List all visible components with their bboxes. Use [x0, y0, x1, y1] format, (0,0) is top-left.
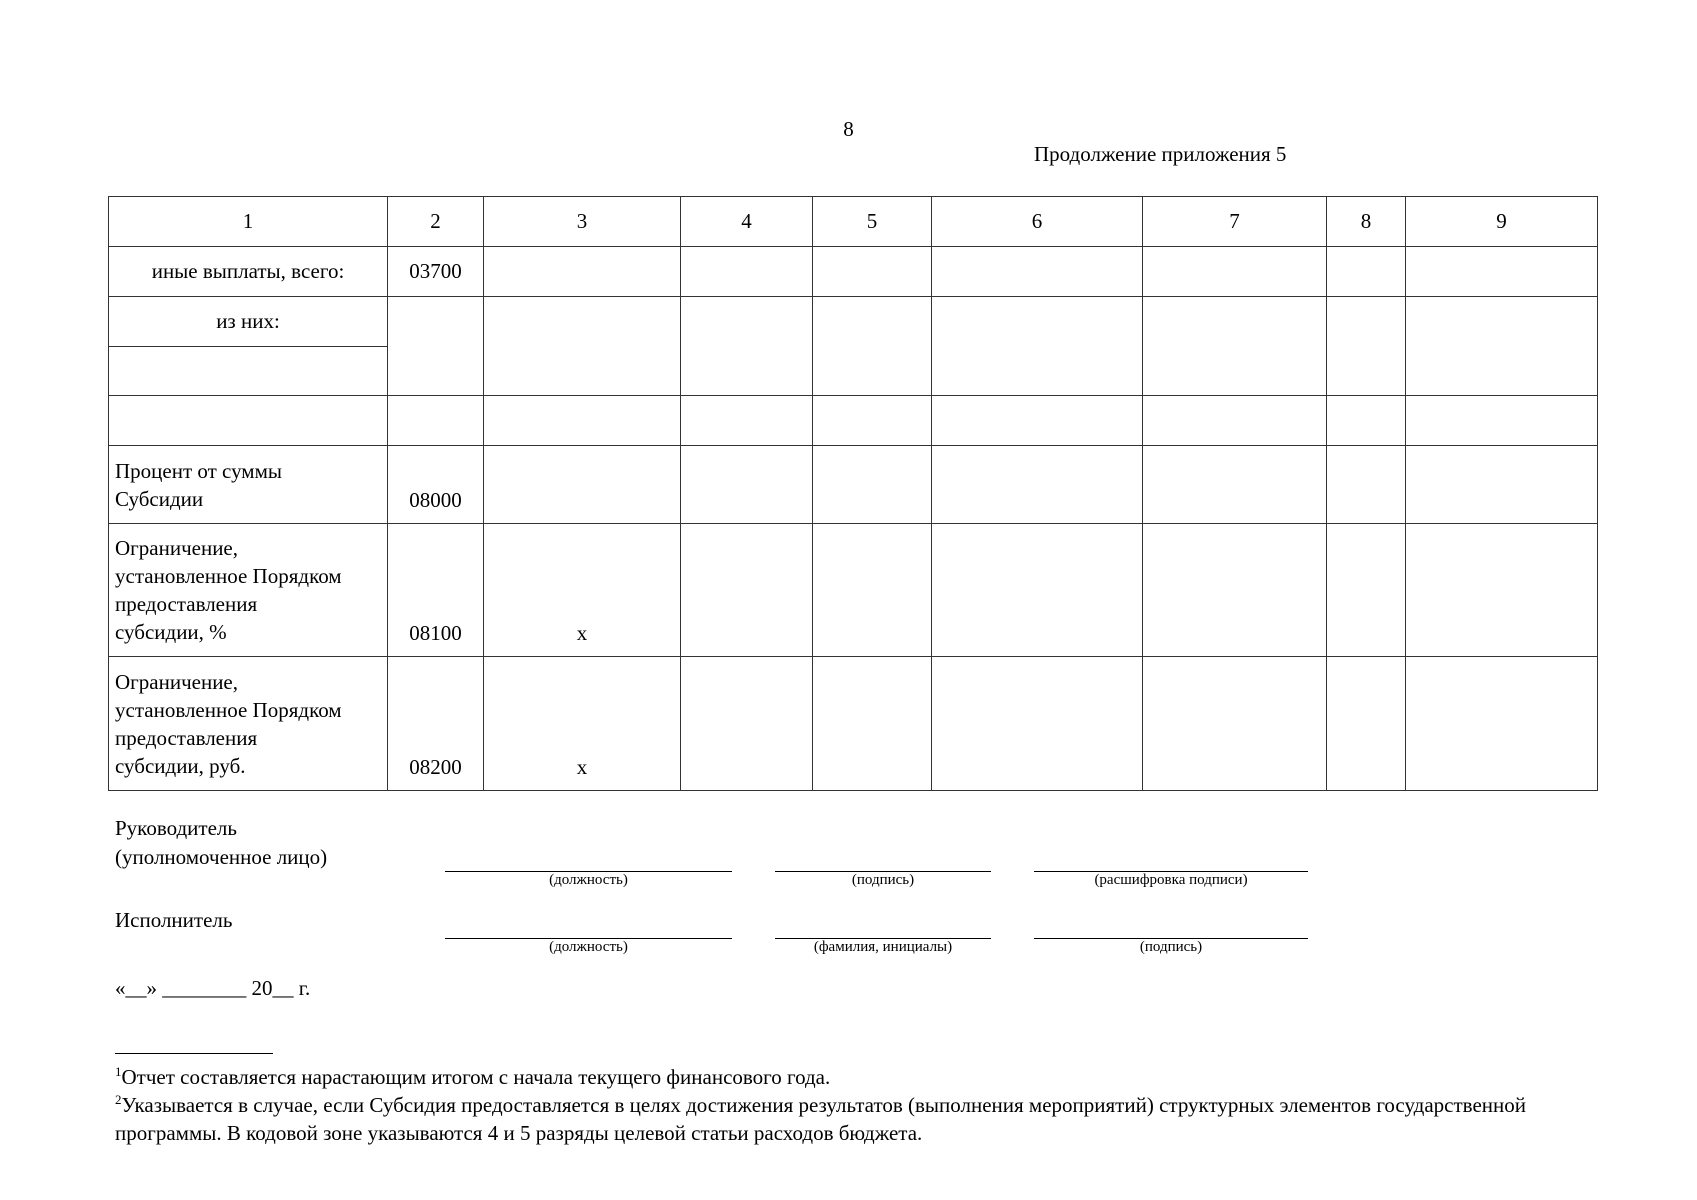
table-cell	[813, 297, 932, 396]
header-cell: 7	[1143, 197, 1327, 247]
row-label-line: Процент от суммы	[115, 458, 282, 483]
row-label-line: субсидии, %	[115, 620, 227, 644]
table-cell	[1143, 247, 1327, 297]
table-cell	[932, 297, 1143, 396]
table-cell	[484, 396, 681, 446]
table-cell	[484, 297, 681, 396]
header-cell: 3	[484, 197, 681, 247]
footnote-mark: 2	[115, 1092, 122, 1107]
table-cell	[813, 657, 932, 791]
header-cell: 4	[681, 197, 813, 247]
table-cell	[484, 446, 681, 524]
table-cell	[932, 657, 1143, 791]
table-header-row	[109, 197, 1598, 247]
row-label-line: предоставления	[115, 725, 258, 750]
na-mark: x	[484, 524, 681, 657]
caption: (подпись)	[1139, 939, 1203, 955]
date-line: «__» ________ 20__ г.	[115, 976, 311, 1000]
table-cell	[1406, 446, 1598, 524]
caption: (должность)	[549, 939, 628, 955]
table-cell	[681, 396, 813, 446]
executor-label: Исполнитель	[115, 908, 233, 932]
header-cell: 5	[813, 197, 932, 247]
caption: (фамилия, инициалы)	[813, 939, 953, 955]
table-cell	[681, 446, 813, 524]
table-cell	[813, 446, 932, 524]
table-cell	[388, 396, 484, 446]
table-cell	[1327, 396, 1406, 446]
row-label-line: установленное Порядком	[115, 697, 342, 722]
header-cell: 2	[388, 197, 484, 247]
row-label-line: установленное Порядком	[115, 564, 342, 588]
row-label-line: Ограничение,	[115, 536, 239, 560]
footnote-2	[115, 1086, 1595, 1147]
table-cell	[813, 524, 932, 657]
table-cell	[1143, 524, 1327, 657]
row-label-line: Субсидии	[115, 486, 204, 511]
row-label-line: субсидии, руб.	[115, 753, 246, 778]
row-label: иные выплаты, всего:	[109, 247, 388, 297]
row-code: 03700	[388, 247, 484, 297]
footnote-text: Указывается в случае, если Субсидия предоставляется в целях достижения результатов (выполнения мероприятий) структурных элементов государственной программы. В кодовой зоне указываются 4 и 5 разряды целевой статьи расходов бюджета.	[115, 1093, 1526, 1145]
head-label: Руководитель	[115, 816, 237, 840]
caption: (подпись)	[851, 872, 915, 888]
table-cell	[1143, 657, 1327, 791]
table-cell	[932, 524, 1143, 657]
table-cell	[484, 247, 681, 297]
table-cell	[932, 396, 1143, 446]
row-label-line: Ограничение,	[115, 669, 239, 694]
table-cell	[1143, 446, 1327, 524]
caption: (расшифровка подписи)	[1094, 872, 1248, 888]
table-cell	[1327, 446, 1406, 524]
table-cell	[1143, 396, 1327, 446]
table-row-blank	[109, 396, 1598, 446]
row-code: 08000	[388, 446, 484, 524]
head-label-sub: (уполномоченное лицо)	[115, 845, 328, 869]
row-label: из них:	[109, 297, 388, 347]
table-row-limit-rub	[109, 657, 1598, 791]
table-cell	[681, 297, 813, 396]
header-cell: 8	[1327, 197, 1406, 247]
table-cell	[681, 247, 813, 297]
table-cell	[932, 247, 1143, 297]
table-cell	[1406, 297, 1598, 396]
row-label-line: предоставления	[115, 592, 258, 616]
table-row-of-which	[109, 297, 1598, 347]
table-cell	[813, 247, 932, 297]
table-cell	[1327, 247, 1406, 297]
na-mark: x	[484, 657, 681, 791]
table-cell	[109, 347, 388, 396]
table-cell	[1406, 524, 1598, 657]
row-label	[109, 446, 388, 524]
caption: (должность)	[549, 872, 628, 888]
table-cell	[1327, 657, 1406, 791]
footnote-text: Отчет составляется нарастающим итогом с начала текущего финансового года.	[121, 1065, 831, 1089]
table-cell	[1327, 524, 1406, 657]
footnote-rule	[115, 1053, 273, 1054]
table-cell	[1406, 657, 1598, 791]
table-row-limit-percent	[109, 524, 1598, 657]
footnote-mark: 1	[115, 1064, 122, 1079]
table-cell	[1143, 297, 1327, 396]
header-cell: 9	[1406, 197, 1598, 247]
table-cell	[1406, 396, 1598, 446]
header-cell: 6	[932, 197, 1143, 247]
header-cell: 1	[109, 197, 388, 247]
table-cell	[681, 657, 813, 791]
report-table	[108, 196, 1598, 791]
row-code: 08200	[388, 657, 484, 791]
table-cell	[1327, 297, 1406, 396]
row-label	[109, 524, 388, 657]
table-cell	[932, 446, 1143, 524]
table-row-percent	[109, 446, 1598, 524]
table-row-other-payments	[109, 247, 1598, 297]
table-cell	[388, 297, 484, 396]
table-cell	[681, 524, 813, 657]
table-cell	[813, 396, 932, 446]
table-cell	[1406, 247, 1598, 297]
appendix-label: Продолжение приложения 5	[1034, 142, 1287, 166]
table-cell	[109, 396, 388, 446]
row-label	[109, 657, 388, 791]
row-code: 08100	[388, 524, 484, 657]
page-number: 8	[843, 117, 854, 141]
